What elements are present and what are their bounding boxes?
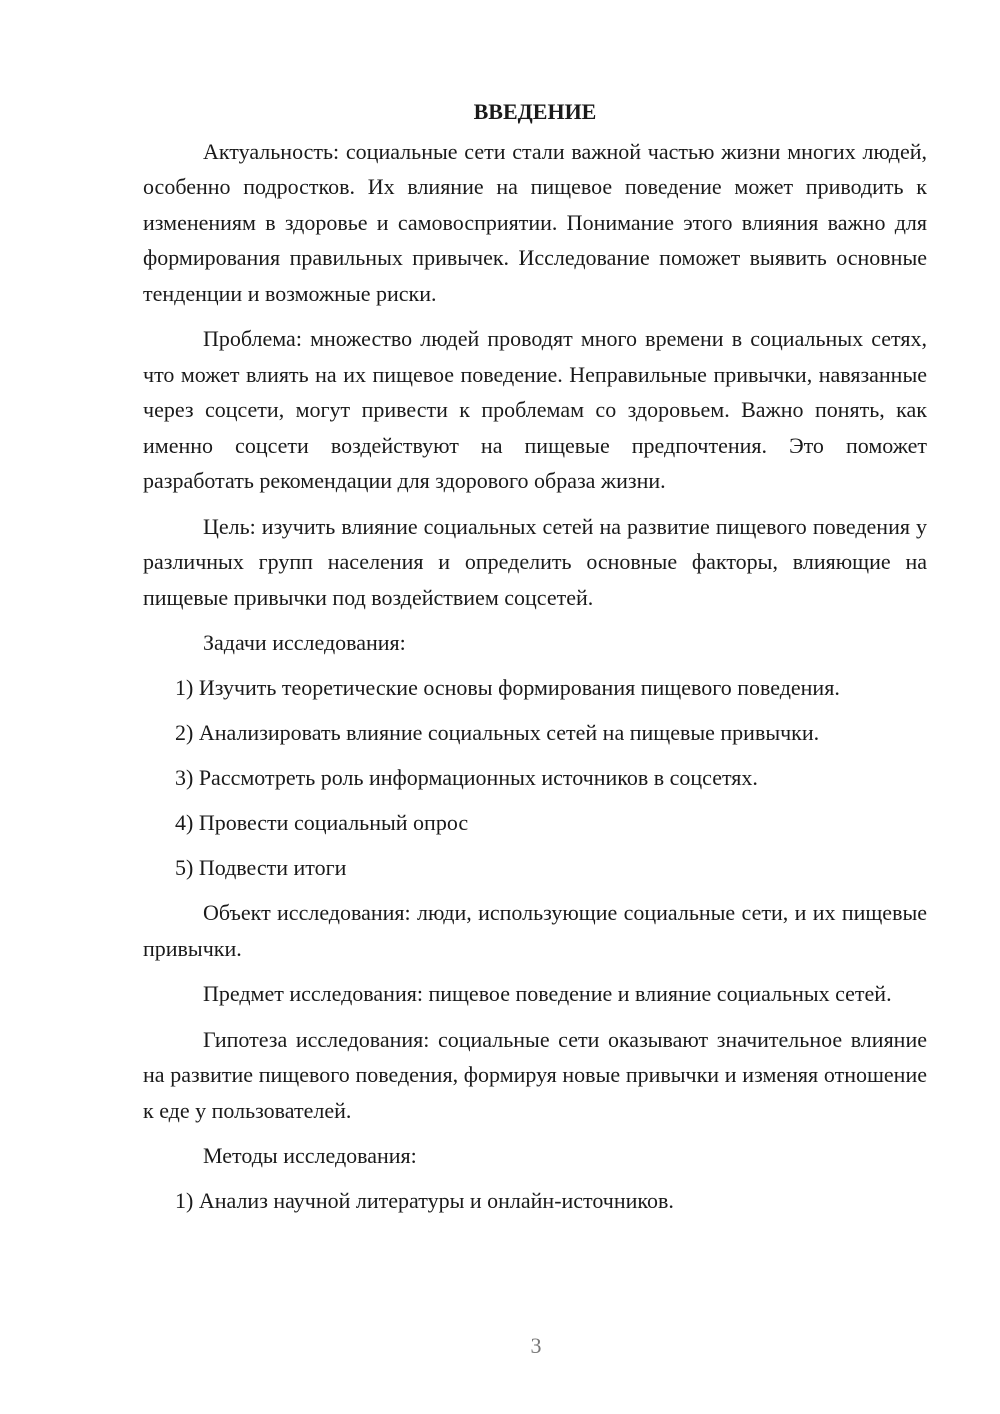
document-body	[143, 94, 927, 1228]
task-item: 5) Подвести итоги	[175, 855, 347, 880]
methods-heading: Методы исследования:	[203, 1143, 417, 1168]
task-item: 3) Рассмотреть роль информационных источников в соцсетях.	[175, 765, 758, 790]
task-item: 1) Изучить теоретические основы формирования пищевого поведения.	[175, 675, 840, 700]
paragraph-hypothesis: Гипотеза исследования: социальные сети оказывают значительное влияние на развитие пищевого поведения, формируя новые привычки и изменяя отношение к еде у пользователей.	[143, 1026, 927, 1123]
paragraph-goal: Цель: изучить влияние социальных сетей на развитие пищевого поведения у различных групп населения и определить основные факторы, влияющие на пищевые привычки под воздействием соцсетей.	[143, 513, 927, 610]
task-item: 2) Анализировать влияние социальных сетей на пищевые привычки.	[175, 720, 820, 745]
paragraph-relevance: Актуальность: социальные сети стали важной частью жизни многих людей, особенно подростков. Их влияние на пищевое поведение может приводить к изменениям в здоровье и самовосприятии. Понимание этого влияния важно для формирования правильных привычек. Исследование поможет выявить основные тенденции и возможные риски.	[143, 138, 927, 306]
page-title: ВВЕДЕНИЕ	[473, 99, 597, 124]
tasks-heading: Задачи исследования:	[203, 630, 406, 655]
paragraph-object: Объект исследования: люди, использующие социальные сети, и их пищевые привычки.	[143, 900, 927, 961]
paragraph-subject: Предмет исследования: пищевое поведение и влияние социальных сетей.	[203, 981, 892, 1006]
paragraph-problem: Проблема: множество людей проводят много времени в социальных сетях, что может влиять на их пищевое поведение. Неправильные привычки, навязанные через соцсети, могут привести к проблемам со здоровьем. Важно понять, как именно соцсети воздействуют на пищевые предпочтения. Это поможет разработать рекомендации для здорового образа жизни.	[143, 326, 927, 493]
task-item: 4) Провести социальный опрос	[175, 810, 469, 835]
method-item: 1) Анализ научной литературы и онлайн-источников.	[175, 1188, 674, 1213]
page-number: 3	[530, 1333, 542, 1358]
